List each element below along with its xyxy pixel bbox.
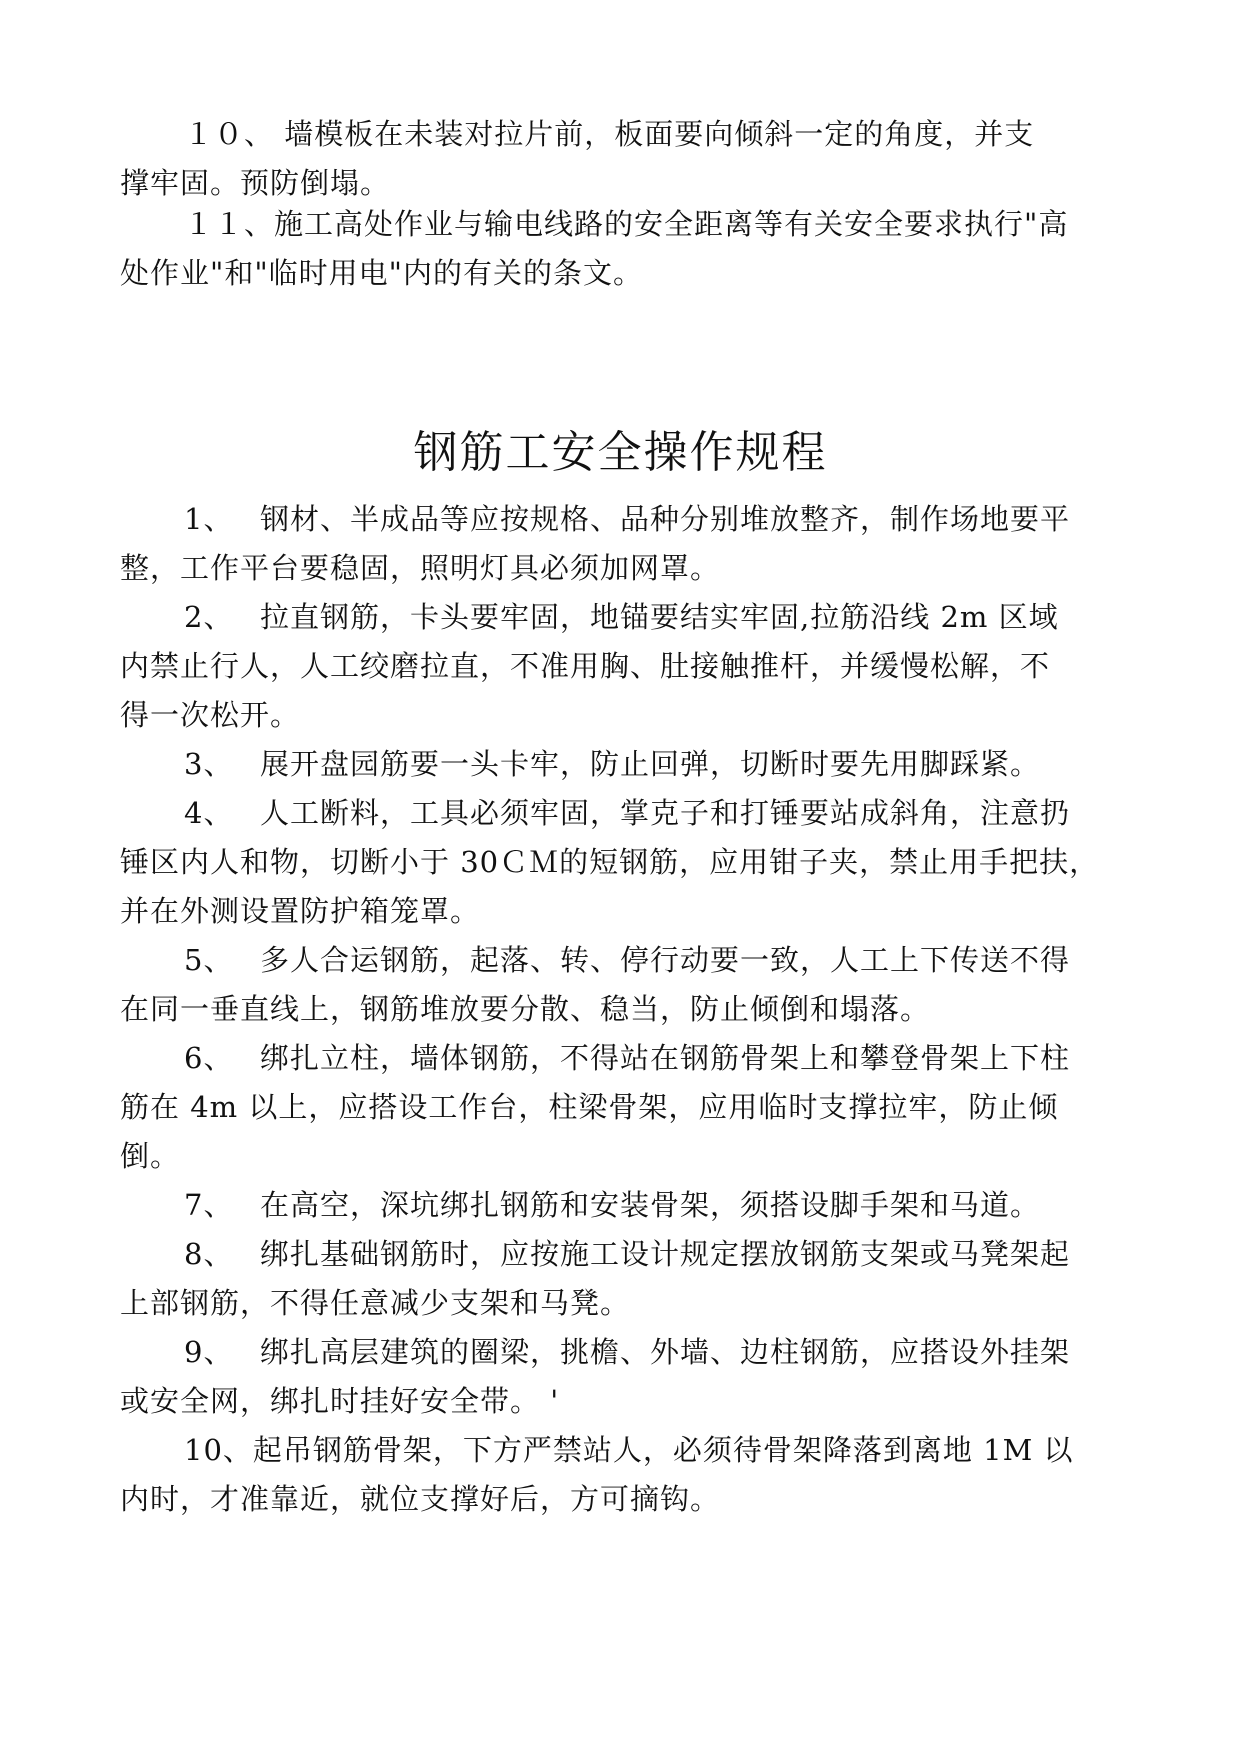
list-item-first-line xyxy=(120,1034,1160,1083)
list-item-number: 10、 xyxy=(184,1433,253,1467)
list-item xyxy=(120,1426,1160,1524)
list-item-text: 绑扎立柱，墙体钢筋，不得站在钢筋骨架上和攀登骨架上下柱 xyxy=(260,1041,1071,1075)
list-item-number: 3、 xyxy=(184,747,234,781)
list-item xyxy=(120,1230,1160,1328)
list-item-text: 绑扎基础钢筋时，应按施工设计规定摆放钢筋支架或马凳架起 xyxy=(260,1237,1071,1271)
list-item-number: 8、 xyxy=(184,1237,234,1271)
list-item xyxy=(120,740,1160,789)
list-item-continuation: 内时，才准靠近，就位支撑好后，方可摘钩。 xyxy=(120,1482,721,1516)
list-item-first-line xyxy=(120,1230,1160,1279)
paragraph-line: １０、 墙模板在未装对拉片前，板面要向倾斜一定的角度，并支 xyxy=(184,117,1035,151)
list-item-text: 拉直钢筋，卡头要牢固，地锚要结实牢固,拉筋沿线 2m 区域 xyxy=(260,600,1059,634)
list-item xyxy=(120,936,1160,1034)
paragraph-line: １１、施工高处作业与输电线路的安全距离等有关安全要求执行"高 xyxy=(184,207,1069,241)
list-item-continuation: 或安全网，绑扎时挂好安全带。 ' xyxy=(120,1384,560,1418)
list-item xyxy=(120,1328,1160,1426)
list-item xyxy=(120,495,1160,593)
list-item xyxy=(120,1181,1160,1230)
list-item-continuation: 在同一垂直线上，钢筋堆放要分散、稳当，防止倾倒和塌落。 xyxy=(120,992,931,1026)
list-item-continuation: 锤区内人和物，切断小于 30ＣＭ的短钢筋，应用钳子夹，禁止用手把扶， xyxy=(120,845,1100,879)
list-item-text: 起吊钢筋骨架，下方严禁站人，必须待骨架降落到离地 1M 以 xyxy=(252,1433,1074,1467)
list-item xyxy=(120,1034,1160,1181)
paragraph-line: 处作业"和"临时用电"内的有关的条文。 xyxy=(120,256,644,290)
list-item-number: 4、 xyxy=(184,796,234,830)
list-item-continuation: 并在外测设置防护箱笼罩。 xyxy=(120,894,481,928)
list-item-text: 在高空，深坑绑扎钢筋和安装骨架，须搭设脚手架和马道。 xyxy=(260,1188,1041,1222)
list-item-number: 7、 xyxy=(184,1188,234,1222)
list-item-first-line xyxy=(120,740,1160,789)
list-item-number: 9、 xyxy=(184,1335,234,1369)
list-item-first-line xyxy=(120,593,1160,642)
list-item-number: 2、 xyxy=(184,600,234,634)
paragraph-item-11 xyxy=(120,200,1160,298)
list-item-first-line xyxy=(120,936,1160,985)
list-item-continuation: 得一次松开。 xyxy=(120,698,301,732)
list-item-first-line xyxy=(120,1328,1160,1377)
list-item-first-line xyxy=(120,1426,1160,1475)
list-item-number: 6、 xyxy=(184,1041,234,1075)
list-item xyxy=(120,593,1160,740)
list-item-continuation: 倒。 xyxy=(120,1139,181,1173)
list-item-number: 1、 xyxy=(184,502,234,536)
list-item-first-line xyxy=(120,495,1160,544)
list-item-continuation: 上部钢筋，不得任意减少支架和马凳。 xyxy=(120,1286,631,1320)
list-item-text: 人工断料，工具必须牢固，掌克子和打锤要站成斜角，注意扔 xyxy=(260,796,1071,830)
list-item-first-line xyxy=(120,1181,1160,1230)
list-item-text: 多人合运钢筋，起落、转、停行动要一致，人工上下传送不得 xyxy=(260,943,1071,977)
list-item-continuation: 整，工作平台要稳固，照明灯具必须加网罩。 xyxy=(120,551,721,585)
section-title: 钢筋工安全操作规程 xyxy=(413,427,828,478)
rule-list xyxy=(120,495,1160,1524)
list-item-number: 5、 xyxy=(184,943,234,977)
list-item-text: 展开盘园筋要一头卡牢，防止回弹，切断时要先用脚踩紧。 xyxy=(260,747,1041,781)
list-item-continuation: 内禁止行人，人工绞磨拉直，不准用胸、肚接触推杆，并缓慢松解，不 xyxy=(120,649,1051,683)
list-item-text: 绑扎高层建筑的圈梁，挑檐、外墙、边柱钢筋，应搭设外挂架 xyxy=(260,1335,1071,1369)
paragraph-item-10 xyxy=(120,110,1160,208)
list-item-text: 钢材、半成品等应按规格、品种分别堆放整齐，制作场地要平 xyxy=(260,502,1071,536)
paragraph-line: 撑牢固。预防倒塌。 xyxy=(120,166,391,200)
list-item-continuation: 筋在 4m 以上，应搭设工作台，柱梁骨架，应用临时支撑拉牢，防止倾 xyxy=(120,1090,1059,1124)
list-item xyxy=(120,789,1160,936)
list-item-first-line xyxy=(120,789,1160,838)
